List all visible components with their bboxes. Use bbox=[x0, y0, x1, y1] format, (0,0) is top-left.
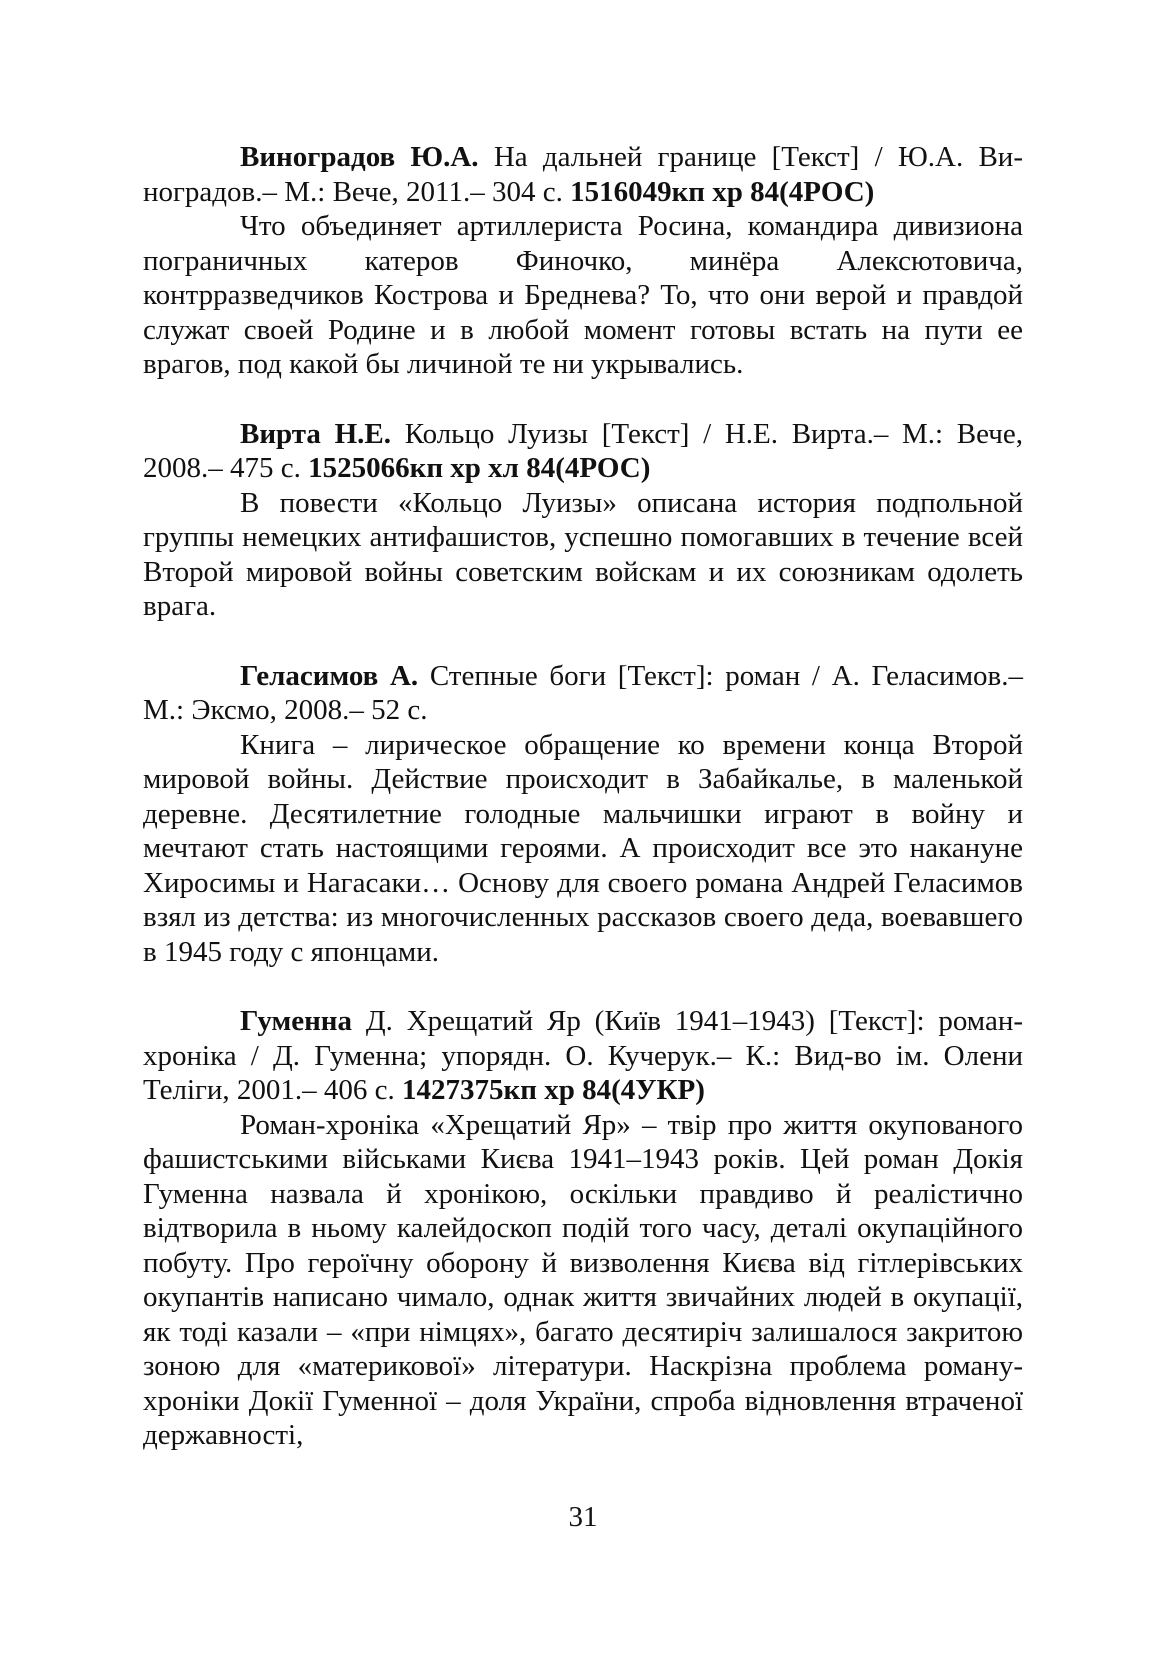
author-name: Виноградов Ю.А. bbox=[240, 141, 479, 173]
bibliography-entry bbox=[143, 417, 1023, 624]
citation-text: Кольцо Луизы [Текст] / Н.Е. Вирта.– М.: Вече, 2008.– 475 с. bbox=[143, 417, 1024, 484]
citation-text: Д. Хрещатий Яр (Київ 1941–1943) [Текст]: роман-хроніка / Д. Гуменна; упорядн. О. Кучерук.– К.: Вид-во ім. Олени Теліги, 2001.– 406 с. bbox=[143, 1005, 1023, 1106]
citation-text: Степные боги [Текст]: роман / А. Геласимов.– М.: Эксмо, 2008.– 52 с. bbox=[143, 659, 1023, 726]
bibliography-entry bbox=[143, 140, 1023, 382]
citation bbox=[143, 140, 1023, 209]
citation bbox=[143, 1004, 1023, 1108]
annotation: Роман-хроніка «Хрещатий Яр» – твір про життя окупованого фашистськими військами Києва 1941–1943 років. Цей роман Докія Гуменна назвала й хронікою, оскільки правдиво й реалістично відтворила в ньому калейдоскоп подій того часу, деталі окупаційного побуту. Про героїчну оборону й визволення Києва від гітлерівських окупантів написано чимало, однак життя звичайних людей в окупації, як тоді казали – «при німцях», багато десятиріч залишалося закритою зоною для «материкової» літератури. Наскрізна проблема роману-хроніки Докії Гуменної – доля України, спроба відновлення втраченої державності, bbox=[143, 1108, 1023, 1451]
bibliography-entry bbox=[143, 1004, 1023, 1453]
author-name: Вирта Н.Е. bbox=[240, 417, 391, 450]
shelfmark: 1427375кп хр 84(4УКР) bbox=[402, 1074, 705, 1106]
citation-text: На дальней границе [Текст] / Ю.А. Виноградов.– М.: Вече, 2011.– 304 с. bbox=[143, 141, 1023, 208]
shelfmark: 1525066кп хр хл 84(4РОС) bbox=[308, 452, 651, 484]
citation bbox=[143, 417, 1023, 486]
annotation: Что объединяет артиллериста Росина, командира дивизиона пограничных катеров Финочко, минёра Алексютовича, контрразведчиков Кострова и Бреднева? То, что они верой и правдой служат своей Родине и в любой момент готовы встать на пути ее врагов, под какой бы личиной те ни укрывались. bbox=[143, 210, 1023, 380]
page-number: 31 bbox=[568, 1501, 598, 1533]
citation bbox=[143, 659, 1023, 728]
shelfmark: 1516049кп хр 84(4РОС) bbox=[570, 175, 875, 208]
author-name: Геласимов А. bbox=[240, 659, 419, 692]
author-name: Гуменна bbox=[240, 1005, 353, 1037]
page-content bbox=[143, 140, 1023, 1453]
bibliography-entry bbox=[143, 659, 1023, 970]
annotation: Книга – лирическое обращение ко времени конца Второй мировой войны. Действие происходит в Забайкалье, в маленькой деревне. Десятилетние голодные мальчишки играют в войну и мечтают стать настоящими героями. А происходит все это накануне Хиросимы и Нагасаки… Основу для своего романа Андрей Геласимов взял из детства: из многочисленных рассказов своего деда, воевавшего в 1945 году с японцами. bbox=[143, 728, 1023, 968]
annotation: В повести «Кольцо Луизы» описана история подпольной группы немецких антифашистов, успешно помогавших в течение всей Второй мировой войны советским войскам и их союзникам одолеть врага. bbox=[143, 486, 1023, 622]
